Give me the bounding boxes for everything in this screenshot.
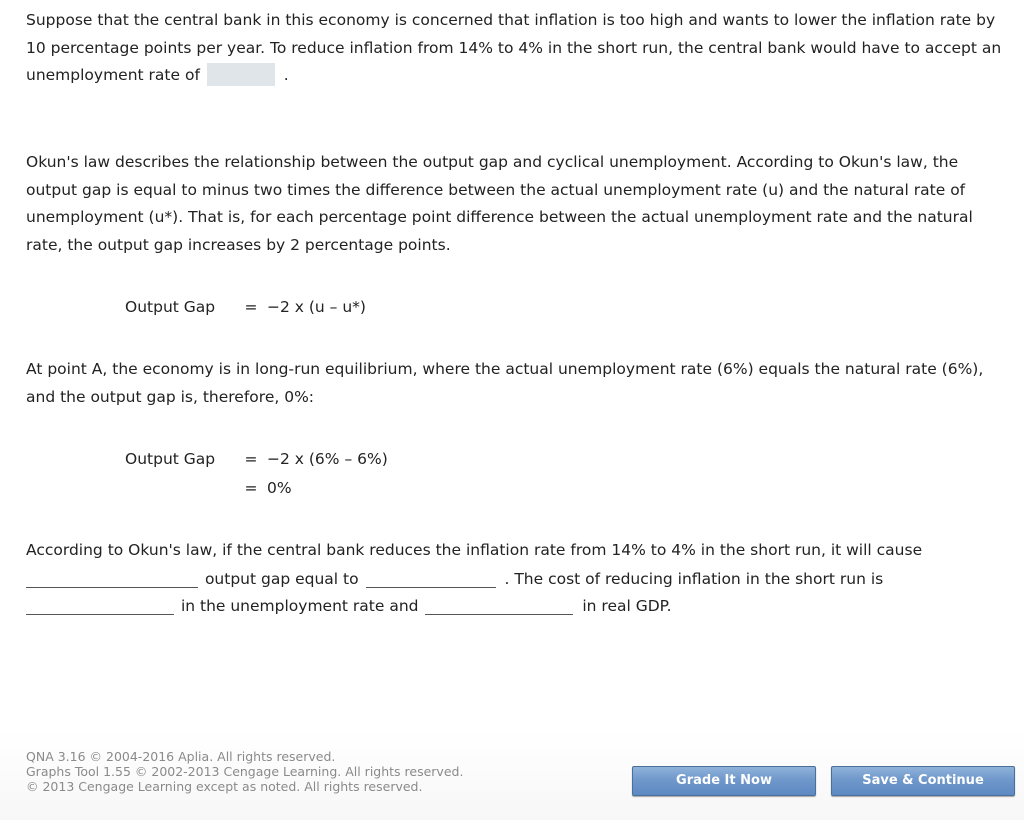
example-formula-line2 xyxy=(125,474,292,502)
cost-text: . The cost of reducing inflation in the short run is xyxy=(504,570,884,588)
copyright-line-2: Graphs Tool 1.55 © 2002-2013 Cengage Learning. All rights reserved. xyxy=(26,764,464,779)
copyright-line-1: QNA 3.16 © 2004-2016 Aplia. All rights reserved. xyxy=(26,749,336,764)
example-equals-2: = xyxy=(244,479,258,497)
gdp-change-dropdown[interactable] xyxy=(425,596,573,615)
output-gap-direction-dropdown[interactable] xyxy=(26,569,198,588)
question-1 xyxy=(26,7,1006,90)
example-expression-1: −2 x (6% – 6%) xyxy=(267,450,388,468)
point-a-text: At point A, the economy is in long-run equilibrium, where the actual unemployment rate (6%) equals the natural rate (6%), and the output gap is, therefore, 0%: xyxy=(26,360,984,406)
unemployment-rate-answer-field[interactable] xyxy=(207,63,275,86)
output-gap-text: output gap equal to xyxy=(204,570,359,588)
copyright-footer xyxy=(26,749,463,794)
unemployment-change-dropdown[interactable] xyxy=(26,596,174,615)
question-2-line1: According to Okun's law, if the central bank reduces the inflation rate from 14% to 4% in the short run, it will cause xyxy=(26,541,923,559)
formula-label: Output Gap xyxy=(125,298,216,316)
copyright-line-3: © 2013 Cengage Learning except as noted. All rights reserved. xyxy=(26,779,423,794)
question-2-line3 xyxy=(26,592,672,620)
example-expression-2: 0% xyxy=(267,479,292,497)
question-1-text: Suppose that the central bank in this economy is concerned that inflation is too high and wants to lower the inflation rate by 10 percentage points per year. To reduce inflation from 14% to 4% in the short run, the central bank would have to accept an unemployment rate of xyxy=(26,11,1002,84)
question-2-line2 xyxy=(26,565,883,593)
gdp-text: in real GDP. xyxy=(582,597,672,615)
okun-intro: Okun's law describes the relationship between the output gap and cyclical unemployment. According to Okun's law, the output gap is equal to minus two times the difference between the actual unemployment rate (u) and the natural rate of unemployment (u*). That is, for each percentage point difference between the actual unemployment rate and the natural rate, the output gap increases by 2 percentage points. xyxy=(26,153,973,254)
output-gap-value-dropdown[interactable] xyxy=(366,569,496,588)
okun-formula xyxy=(125,293,366,321)
question-1-period: . xyxy=(283,66,289,84)
formula-equals: = xyxy=(244,298,258,316)
unemployment-text: in the unemployment rate and xyxy=(180,597,419,615)
formula-expression: −2 x (u – u*) xyxy=(267,298,366,316)
save-continue-button[interactable]: Save & Continue xyxy=(831,766,1015,796)
example-formula-line1 xyxy=(125,445,388,473)
example-equals-1: = xyxy=(244,450,258,468)
example-label: Output Gap xyxy=(125,450,216,468)
grade-it-now-button[interactable]: Grade It Now xyxy=(632,766,816,796)
